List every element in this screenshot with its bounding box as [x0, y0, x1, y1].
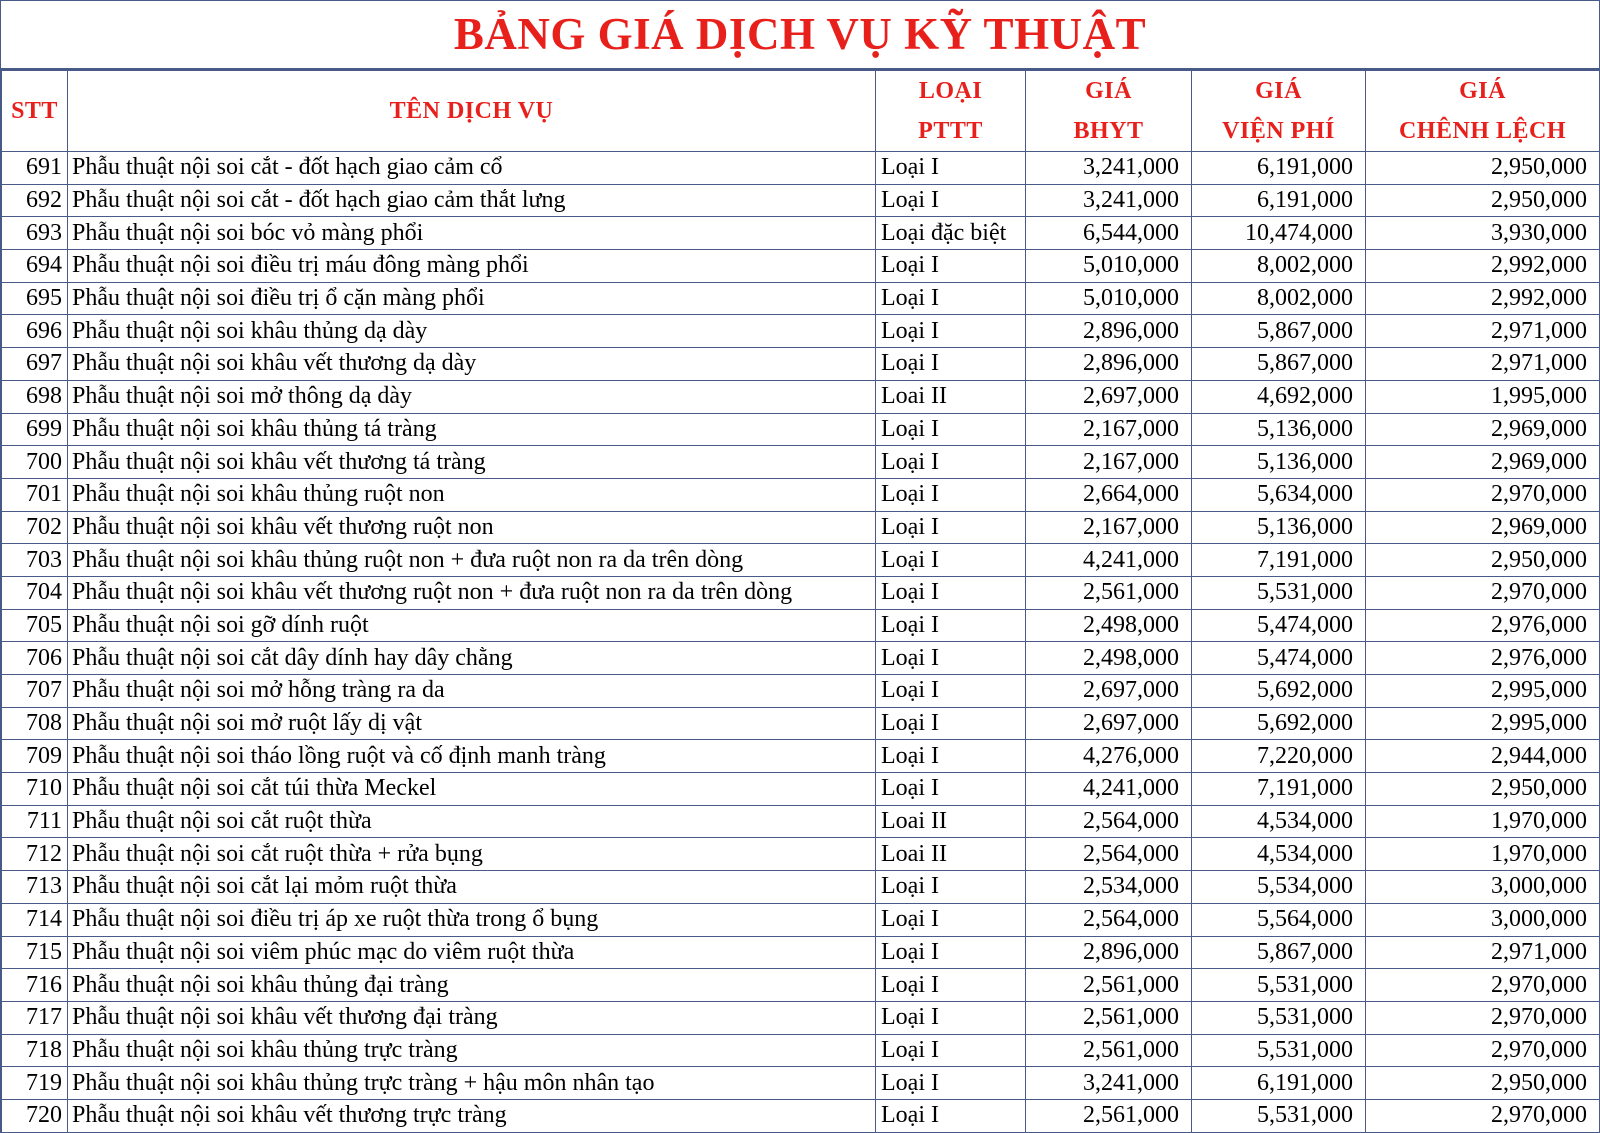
row-price-vien-phi: 8,002,000 — [1192, 282, 1366, 315]
row-price-vien-phi: 5,692,000 — [1192, 675, 1366, 708]
row-price-chenh-lech: 2,970,000 — [1366, 1001, 1600, 1034]
table-row — [2, 838, 1600, 871]
row-pttt-type: Loại I — [876, 773, 1026, 806]
row-stt: 697 — [2, 348, 68, 381]
row-price-bhyt: 5,010,000 — [1026, 250, 1192, 283]
row-price-chenh-lech: 2,992,000 — [1366, 282, 1600, 315]
row-service-name: Phẫu thuật nội soi khâu thủng tá tràng — [68, 413, 876, 446]
row-pttt-type: Loại I — [876, 1067, 1026, 1100]
row-stt: 715 — [2, 936, 68, 969]
row-price-vien-phi: 6,191,000 — [1192, 184, 1366, 217]
table-row — [2, 413, 1600, 446]
row-service-name: Phẫu thuật nội soi viêm phúc mạc do viêm ruột thừa — [68, 936, 876, 969]
row-price-bhyt: 2,498,000 — [1026, 609, 1192, 642]
row-service-name: Phẫu thuật nội soi cắt ruột thừa + rửa bụng — [68, 838, 876, 871]
row-pttt-type: Loại I — [876, 1001, 1026, 1034]
row-pttt-type: Loại I — [876, 282, 1026, 315]
row-price-chenh-lech: 2,992,000 — [1366, 250, 1600, 283]
row-price-vien-phi: 5,531,000 — [1192, 1099, 1366, 1132]
row-service-name: Phẫu thuật nội soi cắt túi thừa Meckel — [68, 773, 876, 806]
row-pttt-type: Loại I — [876, 969, 1026, 1002]
table-row — [2, 936, 1600, 969]
row-price-chenh-lech: 3,000,000 — [1366, 871, 1600, 904]
row-price-chenh-lech: 2,976,000 — [1366, 642, 1600, 675]
row-price-chenh-lech: 2,950,000 — [1366, 152, 1600, 185]
row-service-name: Phẫu thuật nội soi khâu thủng ruột non — [68, 478, 876, 511]
header-cl — [1366, 71, 1600, 152]
row-stt: 702 — [2, 511, 68, 544]
row-service-name: Phẫu thuật nội soi mở ruột lấy dị vật — [68, 707, 876, 740]
row-service-name: Phẫu thuật nội soi điều trị áp xe ruột thừa trong ổ bụng — [68, 903, 876, 936]
table-row — [2, 773, 1600, 806]
header-cl-line2: CHÊNH LỆCH — [1398, 118, 1567, 144]
row-service-name: Phẫu thuật nội soi khâu vết thương ruột non + đưa ruột non ra da trên dòng — [68, 576, 876, 609]
row-price-chenh-lech: 2,976,000 — [1366, 609, 1600, 642]
row-service-name: Phẫu thuật nội soi khâu vết thương trực tràng — [68, 1099, 876, 1132]
table-row — [2, 707, 1600, 740]
row-price-chenh-lech: 2,950,000 — [1366, 184, 1600, 217]
row-price-bhyt: 2,697,000 — [1026, 380, 1192, 413]
row-price-vien-phi: 5,867,000 — [1192, 936, 1366, 969]
header-stt-label: STT — [11, 98, 58, 124]
row-price-vien-phi: 4,692,000 — [1192, 380, 1366, 413]
header-name-label: TÊN DỊCH VỤ — [389, 98, 554, 124]
row-stt: 706 — [2, 642, 68, 675]
row-price-vien-phi: 5,531,000 — [1192, 1034, 1366, 1067]
table-row — [2, 903, 1600, 936]
row-stt: 719 — [2, 1067, 68, 1100]
table-row — [2, 152, 1600, 185]
row-stt: 691 — [2, 152, 68, 185]
table-row — [2, 511, 1600, 544]
table-row — [2, 478, 1600, 511]
row-pttt-type: Loại I — [876, 609, 1026, 642]
table-row — [2, 315, 1600, 348]
header-bhyt — [1026, 71, 1192, 152]
row-service-name: Phẫu thuật nội soi điều trị máu đông màng phổi — [68, 250, 876, 283]
row-price-chenh-lech: 2,995,000 — [1366, 675, 1600, 708]
row-price-vien-phi: 5,136,000 — [1192, 413, 1366, 446]
row-price-bhyt: 2,561,000 — [1026, 1034, 1192, 1067]
row-price-bhyt: 2,697,000 — [1026, 707, 1192, 740]
table-row — [2, 282, 1600, 315]
row-pttt-type: Loại I — [876, 184, 1026, 217]
row-price-chenh-lech: 2,970,000 — [1366, 576, 1600, 609]
row-price-bhyt: 2,664,000 — [1026, 478, 1192, 511]
row-service-name: Phẫu thuật nội soi khâu thủng ruột non + đưa ruột non ra da trên dòng — [68, 544, 876, 577]
table-row — [2, 217, 1600, 250]
row-price-chenh-lech: 2,950,000 — [1366, 1067, 1600, 1100]
row-stt: 699 — [2, 413, 68, 446]
row-price-chenh-lech: 1,995,000 — [1366, 380, 1600, 413]
table-row — [2, 642, 1600, 675]
row-stt: 711 — [2, 805, 68, 838]
row-stt: 720 — [2, 1099, 68, 1132]
row-price-vien-phi: 4,534,000 — [1192, 838, 1366, 871]
row-stt: 700 — [2, 446, 68, 479]
header-cl-line1: GIÁ — [1459, 78, 1506, 104]
row-price-vien-phi: 5,564,000 — [1192, 903, 1366, 936]
row-service-name: Phẫu thuật nội soi khâu vết thương đại tràng — [68, 1001, 876, 1034]
row-price-vien-phi: 5,867,000 — [1192, 315, 1366, 348]
row-stt: 694 — [2, 250, 68, 283]
row-service-name: Phẫu thuật nội soi cắt lại mỏm ruột thừa — [68, 871, 876, 904]
row-pttt-type: Loai II — [876, 380, 1026, 413]
row-pttt-type: Loại I — [876, 903, 1026, 936]
row-price-bhyt: 4,276,000 — [1026, 740, 1192, 773]
row-stt: 707 — [2, 675, 68, 708]
table-row — [2, 348, 1600, 381]
row-service-name: Phẫu thuật nội soi khâu thủng dạ dày — [68, 315, 876, 348]
row-price-bhyt: 2,498,000 — [1026, 642, 1192, 675]
row-price-bhyt: 4,241,000 — [1026, 773, 1192, 806]
row-price-vien-phi: 6,191,000 — [1192, 152, 1366, 185]
row-price-bhyt: 2,896,000 — [1026, 315, 1192, 348]
row-price-chenh-lech: 2,970,000 — [1366, 1034, 1600, 1067]
row-price-chenh-lech: 2,969,000 — [1366, 511, 1600, 544]
row-price-vien-phi: 5,634,000 — [1192, 478, 1366, 511]
row-price-bhyt: 2,561,000 — [1026, 576, 1192, 609]
row-stt: 713 — [2, 871, 68, 904]
row-price-chenh-lech: 2,971,000 — [1366, 315, 1600, 348]
row-price-bhyt: 2,561,000 — [1026, 969, 1192, 1002]
table-row — [2, 250, 1600, 283]
row-pttt-type: Loại I — [876, 544, 1026, 577]
row-service-name: Phẫu thuật nội soi gỡ dính ruột — [68, 609, 876, 642]
table-row — [2, 1067, 1600, 1100]
table-row — [2, 871, 1600, 904]
row-pttt-type: Loại I — [876, 871, 1026, 904]
row-price-bhyt: 3,241,000 — [1026, 184, 1192, 217]
table-row — [2, 1034, 1600, 1067]
row-price-bhyt: 2,896,000 — [1026, 936, 1192, 969]
table-row — [2, 1099, 1600, 1132]
row-pttt-type: Loại I — [876, 315, 1026, 348]
row-price-bhyt: 3,241,000 — [1026, 1067, 1192, 1100]
row-pttt-type: Loại I — [876, 936, 1026, 969]
row-price-bhyt: 2,564,000 — [1026, 838, 1192, 871]
row-stt: 718 — [2, 1034, 68, 1067]
row-price-vien-phi: 5,474,000 — [1192, 609, 1366, 642]
row-price-vien-phi: 10,474,000 — [1192, 217, 1366, 250]
table-row — [2, 740, 1600, 773]
row-price-vien-phi: 5,531,000 — [1192, 1001, 1366, 1034]
row-stt: 696 — [2, 315, 68, 348]
header-name — [68, 71, 876, 152]
row-stt: 705 — [2, 609, 68, 642]
row-price-vien-phi: 5,531,000 — [1192, 969, 1366, 1002]
row-price-chenh-lech: 1,970,000 — [1366, 838, 1600, 871]
row-pttt-type: Loại I — [876, 740, 1026, 773]
row-price-bhyt: 2,564,000 — [1026, 805, 1192, 838]
row-pttt-type: Loại I — [876, 250, 1026, 283]
header-vp-line2: VIỆN PHÍ — [1222, 118, 1335, 144]
row-stt: 717 — [2, 1001, 68, 1034]
row-price-chenh-lech: 2,970,000 — [1366, 478, 1600, 511]
row-price-chenh-lech: 2,950,000 — [1366, 544, 1600, 577]
table-row — [2, 446, 1600, 479]
table-row — [2, 1001, 1600, 1034]
row-pttt-type: Loai II — [876, 805, 1026, 838]
row-price-bhyt: 5,010,000 — [1026, 282, 1192, 315]
row-price-chenh-lech: 2,995,000 — [1366, 707, 1600, 740]
row-pttt-type: Loại I — [876, 413, 1026, 446]
row-price-chenh-lech: 1,970,000 — [1366, 805, 1600, 838]
row-pttt-type: Loai II — [876, 838, 1026, 871]
row-stt: 701 — [2, 478, 68, 511]
row-service-name: Phẫu thuật nội soi điều trị ổ cặn màng phổi — [68, 282, 876, 315]
row-service-name: Phẫu thuật nội soi cắt - đốt hạch giao cảm cổ — [68, 152, 876, 185]
row-price-bhyt: 2,534,000 — [1026, 871, 1192, 904]
row-price-bhyt: 6,544,000 — [1026, 217, 1192, 250]
table-row — [2, 609, 1600, 642]
row-service-name: Phẫu thuật nội soi khâu thủng trực tràng + hậu môn nhân tạo — [68, 1067, 876, 1100]
page-title: BẢNG GIÁ DỊCH VỤ KỸ THUẬT — [1, 1, 1599, 70]
row-stt: 714 — [2, 903, 68, 936]
row-pttt-type: Loại đặc biệt — [876, 217, 1026, 250]
row-pttt-type: Loại I — [876, 1099, 1026, 1132]
row-price-chenh-lech: 2,944,000 — [1366, 740, 1600, 773]
table-row — [2, 969, 1600, 1002]
row-stt: 712 — [2, 838, 68, 871]
table-row — [2, 675, 1600, 708]
row-price-vien-phi: 7,191,000 — [1192, 544, 1366, 577]
table-row — [2, 544, 1600, 577]
row-price-vien-phi: 7,191,000 — [1192, 773, 1366, 806]
row-service-name: Phẫu thuật nội soi mở hỗng tràng ra da — [68, 675, 876, 708]
header-type-line1: LOẠI — [918, 78, 983, 104]
row-pttt-type: Loại I — [876, 152, 1026, 185]
row-service-name: Phẫu thuật nội soi bóc vỏ màng phổi — [68, 217, 876, 250]
row-price-chenh-lech: 2,970,000 — [1366, 1099, 1600, 1132]
row-price-vien-phi: 8,002,000 — [1192, 250, 1366, 283]
row-service-name: Phẫu thuật nội soi khâu thủng trực tràng — [68, 1034, 876, 1067]
row-stt: 698 — [2, 380, 68, 413]
row-stt: 710 — [2, 773, 68, 806]
header-bhyt-line2: BHYT — [1073, 118, 1144, 144]
row-price-vien-phi: 5,136,000 — [1192, 511, 1366, 544]
row-price-chenh-lech: 3,930,000 — [1366, 217, 1600, 250]
row-pttt-type: Loại I — [876, 478, 1026, 511]
row-service-name: Phẫu thuật nội soi mở thông dạ dày — [68, 380, 876, 413]
table-row — [2, 576, 1600, 609]
row-service-name: Phẫu thuật nội soi cắt dây dính hay dây chằng — [68, 642, 876, 675]
row-price-chenh-lech: 2,971,000 — [1366, 936, 1600, 969]
row-stt: 709 — [2, 740, 68, 773]
row-price-bhyt: 2,167,000 — [1026, 446, 1192, 479]
row-stt: 716 — [2, 969, 68, 1002]
row-price-vien-phi: 6,191,000 — [1192, 1067, 1366, 1100]
row-price-vien-phi: 4,534,000 — [1192, 805, 1366, 838]
row-price-bhyt: 2,561,000 — [1026, 1099, 1192, 1132]
row-pttt-type: Loại I — [876, 511, 1026, 544]
row-price-bhyt: 2,167,000 — [1026, 511, 1192, 544]
price-table — [1, 70, 1600, 1133]
header-vp — [1192, 71, 1366, 152]
row-price-bhyt: 4,241,000 — [1026, 544, 1192, 577]
row-price-chenh-lech: 2,950,000 — [1366, 773, 1600, 806]
header-stt — [2, 71, 68, 152]
row-price-vien-phi: 5,867,000 — [1192, 348, 1366, 381]
row-pttt-type: Loại I — [876, 576, 1026, 609]
row-stt: 703 — [2, 544, 68, 577]
row-service-name: Phẫu thuật nội soi cắt - đốt hạch giao cảm thắt lưng — [68, 184, 876, 217]
row-price-vien-phi: 5,531,000 — [1192, 576, 1366, 609]
row-price-chenh-lech: 2,969,000 — [1366, 446, 1600, 479]
row-service-name: Phẫu thuật nội soi khâu vết thương ruột non — [68, 511, 876, 544]
row-price-chenh-lech: 2,970,000 — [1366, 969, 1600, 1002]
row-price-vien-phi: 5,534,000 — [1192, 871, 1366, 904]
row-stt: 692 — [2, 184, 68, 217]
row-pttt-type: Loại I — [876, 642, 1026, 675]
row-price-vien-phi: 5,136,000 — [1192, 446, 1366, 479]
table-body — [2, 152, 1600, 1133]
row-price-vien-phi: 5,692,000 — [1192, 707, 1366, 740]
row-pttt-type: Loại I — [876, 675, 1026, 708]
row-price-bhyt: 2,697,000 — [1026, 675, 1192, 708]
row-service-name: Phẫu thuật nội soi khâu vết thương dạ dày — [68, 348, 876, 381]
row-price-bhyt: 2,167,000 — [1026, 413, 1192, 446]
row-pttt-type: Loại I — [876, 707, 1026, 740]
row-stt: 708 — [2, 707, 68, 740]
row-service-name: Phẫu thuật nội soi cắt ruột thừa — [68, 805, 876, 838]
header-vp-line1: GIÁ — [1255, 78, 1302, 104]
header-type — [876, 71, 1026, 152]
row-price-vien-phi: 7,220,000 — [1192, 740, 1366, 773]
row-service-name: Phẫu thuật nội soi khâu thủng đại tràng — [68, 969, 876, 1002]
table-row — [2, 805, 1600, 838]
row-price-chenh-lech: 2,969,000 — [1366, 413, 1600, 446]
row-pttt-type: Loại I — [876, 446, 1026, 479]
row-price-bhyt: 2,561,000 — [1026, 1001, 1192, 1034]
table-row — [2, 184, 1600, 217]
row-service-name: Phẫu thuật nội soi khâu vết thương tá tràng — [68, 446, 876, 479]
row-price-bhyt: 3,241,000 — [1026, 152, 1192, 185]
header-bhyt-line1: GIÁ — [1085, 78, 1132, 104]
row-stt: 693 — [2, 217, 68, 250]
row-price-chenh-lech: 3,000,000 — [1366, 903, 1600, 936]
row-price-chenh-lech: 2,971,000 — [1366, 348, 1600, 381]
row-pttt-type: Loại I — [876, 348, 1026, 381]
table-row — [2, 380, 1600, 413]
header-type-line2: PTTT — [918, 118, 983, 144]
row-pttt-type: Loại I — [876, 1034, 1026, 1067]
row-price-bhyt: 2,896,000 — [1026, 348, 1192, 381]
row-stt: 704 — [2, 576, 68, 609]
row-price-bhyt: 2,564,000 — [1026, 903, 1192, 936]
header-row — [2, 71, 1600, 152]
row-stt: 695 — [2, 282, 68, 315]
row-price-vien-phi: 5,474,000 — [1192, 642, 1366, 675]
row-service-name: Phẫu thuật nội soi tháo lồng ruột và cố định manh tràng — [68, 740, 876, 773]
